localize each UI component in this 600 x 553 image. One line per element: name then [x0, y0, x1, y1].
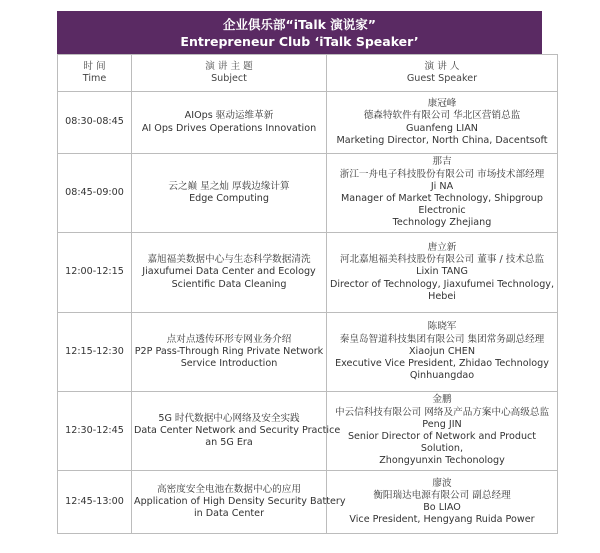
guest-line: Technology Zhejiang — [392, 217, 492, 229]
subject-line: 嘉旭福美数据中心与生态科学数据清洗 — [147, 254, 311, 266]
header-time — [58, 55, 132, 92]
time-cell: 12:00-12:15 — [58, 233, 132, 313]
table-row — [58, 313, 558, 392]
guest-line: 康冠峰 — [427, 98, 457, 110]
time-cell: 08:45-09:00 — [58, 154, 132, 233]
guest-line: Zhongyunxin Techonology — [379, 455, 505, 467]
subject-line: 5G 时代数据中心网络及安全实践 — [158, 412, 300, 424]
guest-line: 唐立新 — [427, 241, 457, 253]
subject-line: Service Introduction — [180, 358, 278, 370]
agenda-table — [57, 54, 558, 534]
subject-line: Application of High Density Security Battery — [134, 495, 346, 507]
guest-line: 廖波 — [432, 477, 452, 489]
header-guest-en: Guest Speaker — [406, 73, 478, 84]
guest-line: 浙江一舟电子科技股份有限公司 市场技术部经理 — [339, 168, 545, 180]
guest-line: Peng JIN — [422, 418, 462, 430]
table-row — [58, 392, 558, 471]
subject-line: Jiaxufumei Data Center and Ecology — [142, 266, 316, 278]
table-row — [58, 92, 558, 154]
guest-line: Marketing Director, North China, Dacentsoft — [336, 134, 548, 146]
subject-line: AIOps 驱动运维革新 — [184, 110, 274, 122]
table-row — [58, 233, 558, 313]
guest-line: Executive Vice President, Zhidao Technology — [335, 358, 549, 370]
subject-line: Scientific Data Cleaning — [171, 278, 287, 290]
guest-cell — [327, 313, 558, 392]
table-header-row — [58, 55, 558, 92]
guest-line: 河北嘉旭福美科技股份有限公司 董事 / 技术总监 — [339, 254, 545, 266]
subject-line: 高密度安全电池在数据中心的应用 — [157, 483, 301, 495]
guest-line: Xiaojun CHEN — [408, 345, 475, 357]
subject-cell — [132, 313, 327, 392]
guest-line: Qinhuangdao — [409, 370, 475, 382]
table-row — [58, 471, 558, 534]
subject-line: an 5G Era — [205, 437, 253, 449]
guest-line: Guanfeng LIAN — [406, 122, 478, 134]
agenda-banner — [57, 11, 542, 54]
guest-cell — [327, 392, 558, 471]
guest-line: Vice President, Hengyang Ruida Power — [349, 514, 535, 526]
guest-line: Director of Technology, Jiaxufumei Technology, — [329, 278, 555, 290]
header-time-en: Time — [82, 73, 107, 84]
subject-line: 云之巅 星之灿 厚载边缘计算 — [168, 180, 290, 192]
subject-cell — [132, 92, 327, 154]
guest-line: 德森特软件有限公司 华北区营销总监 — [363, 110, 521, 122]
guest-line: Hebei — [428, 290, 456, 302]
header-guest-cn: 演 讲 人 — [424, 60, 460, 72]
guest-line: 那吉 — [432, 156, 452, 168]
header-subject — [132, 55, 327, 92]
guest-cell — [327, 233, 558, 313]
guest-line: Ji NA — [430, 180, 454, 192]
guest-line: 中云信科技有限公司 网络及产品方案中心高级总监 — [334, 406, 550, 418]
table-row — [58, 154, 558, 233]
subject-line: AI Ops Drives Operations Innovation — [141, 122, 317, 134]
subject-line: Data Center Network and Security Practice — [134, 424, 341, 436]
header-subject-en: Subject — [211, 73, 247, 84]
guest-line: Lixin TANG — [416, 266, 468, 278]
guest-cell — [327, 92, 558, 154]
subject-line: in Data Center — [193, 508, 265, 520]
subject-cell — [132, 233, 327, 313]
header-time-cn: 时 间 — [83, 60, 106, 72]
header-subject-cn: 演 讲 主 题 — [205, 60, 253, 72]
subject-line: 点对点透传环形专网业务介绍 — [166, 333, 292, 345]
subject-line: P2P Pass-Through Ring Private Network — [134, 345, 324, 357]
agenda-sheet — [57, 11, 555, 534]
guest-line: 陈晓军 — [427, 321, 457, 333]
time-cell: 08:30-08:45 — [58, 92, 132, 154]
subject-cell — [132, 471, 346, 534]
subject-cell — [132, 154, 327, 233]
banner-title-en: Entrepreneur Club ‘iTalk Speaker’ — [180, 33, 419, 49]
time-cell: 12:45-13:00 — [58, 471, 132, 534]
header-guest — [327, 55, 558, 92]
banner-title-cn: 企业俱乐部“iTalk 演说家” — [222, 16, 376, 32]
guest-line: 衡阳瑞达电源有限公司 副总经理 — [373, 489, 511, 501]
guest-line: Senior Director of Network and Product Solution, — [347, 431, 537, 455]
guest-line: 金鹏 — [432, 394, 452, 406]
time-cell: 12:15-12:30 — [58, 313, 132, 392]
time-cell: 12:30-12:45 — [58, 392, 132, 471]
guest-cell — [327, 154, 558, 233]
guest-line: Bo LIAO — [423, 502, 461, 513]
guest-line: Manager of Market Technology, Shipgroup Electronic — [340, 193, 544, 217]
subject-line: Edge Computing — [189, 193, 269, 204]
subject-cell — [132, 392, 341, 471]
guest-line: 秦皇岛智道科技集团有限公司 集团常务副总经理 — [339, 333, 545, 345]
guest-cell — [327, 471, 558, 534]
